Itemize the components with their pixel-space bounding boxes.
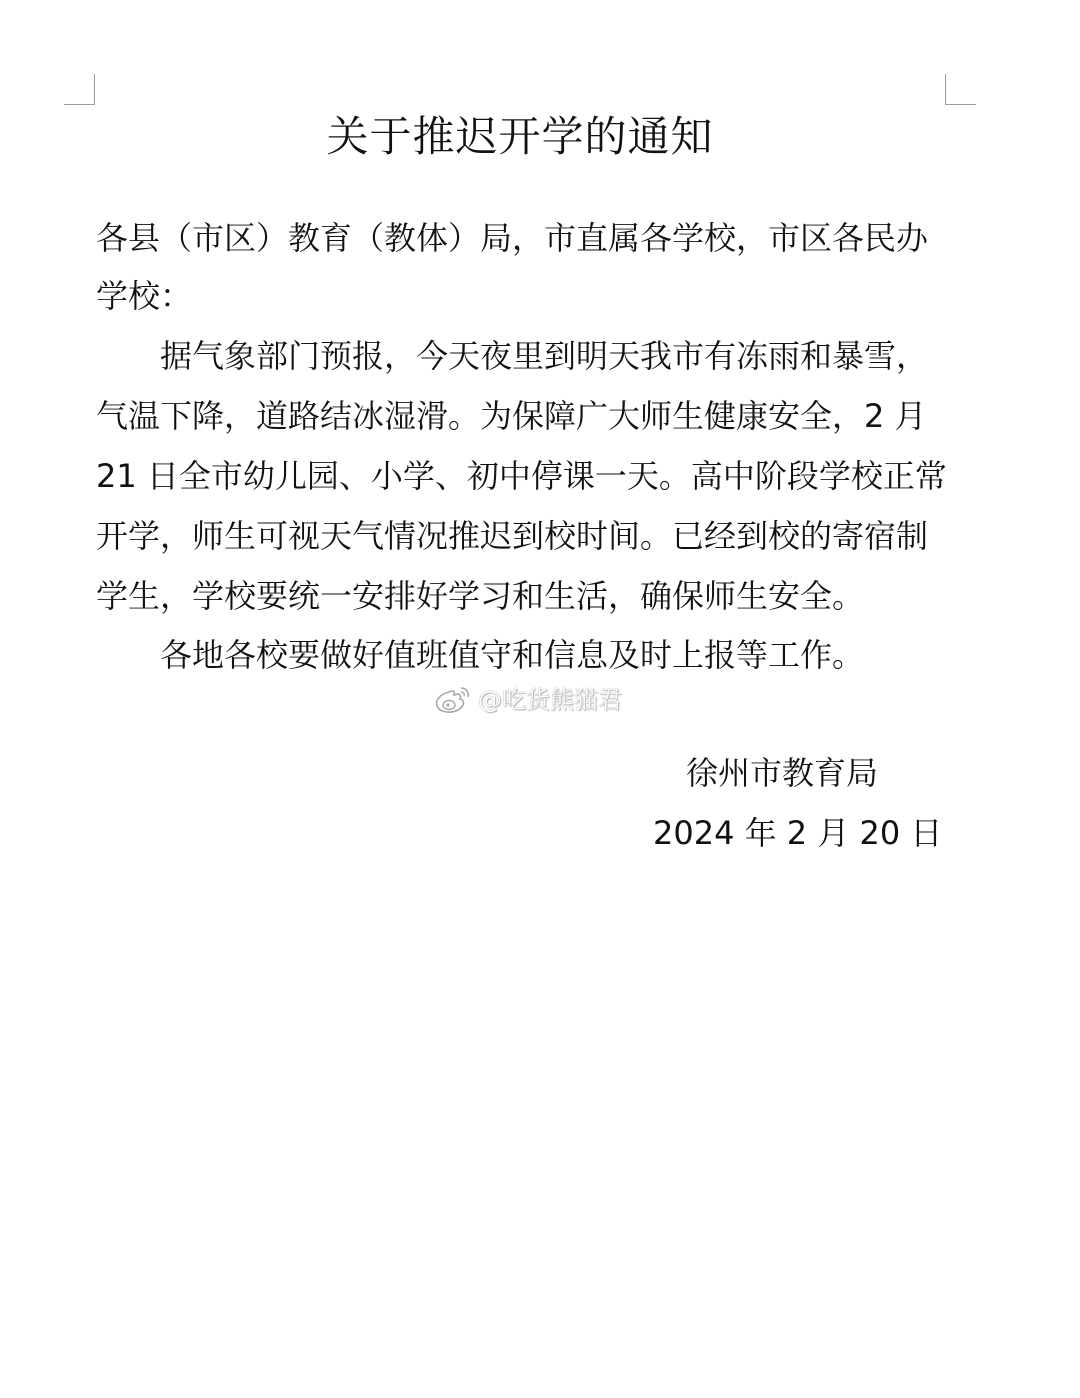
body-line-4: 开学，师生可视天气情况推迟到校时间。已经到校的寄宿制 <box>96 517 929 555</box>
body-line-3: 21 日全市幼儿园、小学、初中停课一天。高中阶段学校正常 <box>96 457 947 495</box>
watermark-text: @吃货熊猫君 <box>478 686 622 714</box>
weibo-icon <box>432 684 472 716</box>
body-line-1: 据气象部门预报，今天夜里到明天我市有冻雨和暴雪， <box>160 337 929 375</box>
crop-mark-top-left <box>64 74 95 105</box>
salutation-line-2: 学校： <box>96 277 193 315</box>
signature-date: 2024 年 2 月 20 日 <box>653 814 943 852</box>
body-line-6: 各地各校要做好值班值守和信息及时上报等工作。 <box>160 636 865 674</box>
notice-title: 关于推迟开学的通知 <box>326 112 714 161</box>
body-line-2: 气温下降，道路结冰湿滑。为保障广大师生健康安全，2 月 <box>96 397 927 435</box>
watermark <box>432 684 622 716</box>
body-line-5: 学生，学校要统一安排好学习和生活，确保师生安全。 <box>96 577 865 615</box>
salutation-line-1: 各县（市区）教育（教体）局，市直属各学校，市区各民办 <box>96 219 929 257</box>
crop-mark-top-right <box>945 74 976 105</box>
signature-organization: 徐州市教育局 <box>686 754 879 792</box>
